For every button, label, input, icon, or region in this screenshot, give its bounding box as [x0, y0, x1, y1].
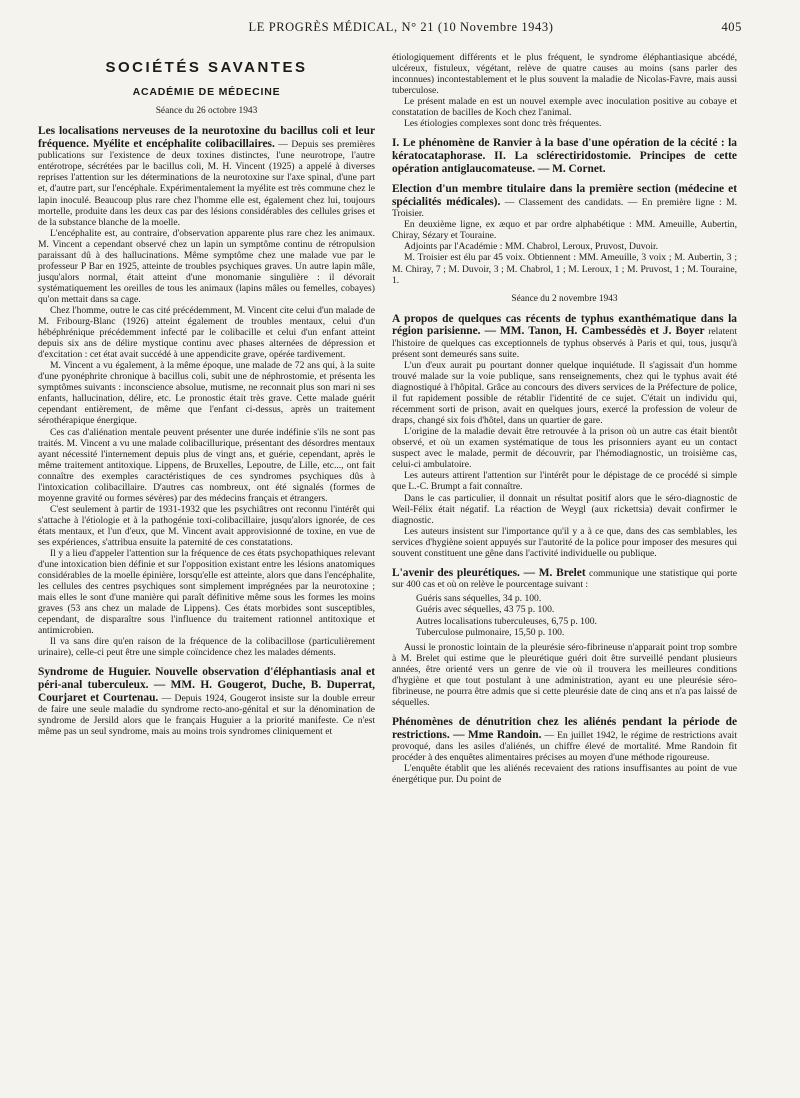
paragraph: Les auteurs attirent l'attention sur l'intérêt pour le dépistage de ce procédé si simple que L.-C. Brumpt a fait connaître.	[392, 470, 737, 493]
article-title: L'avenir des pleurétiques. — M. Brelet	[392, 566, 586, 579]
paragraph: L'origine de la maladie devait être retrouvée à la prison où un autre cas était bientôt observé, et où un examen systématique de tous les prisonniers ayant eu un contact suspect avec le malade, permit de découvrir, par l'hémodiagnostic, un troisième cas, celui-ci ambulatoire.	[392, 426, 737, 471]
article-denutrition	[392, 716, 737, 763]
paragraph: Il y a lieu d'appeler l'attention sur la fréquence de ces états psychopathiques relevant d'une intoxication bien définie et sur l'opposition existant entre les lésions anatomiques considérables de la moelle épinière, lorsqu'elle est atteinte, alors que dans l'encéphalite, les cellules des centres psychiques sont simplement imprégnées par la neurotoxine ; mais elles le sont d'une manière qui paraît définitive même sous les formes les moins graves (53 ans chez un malade de Lippens). Ces états morbides sont susceptibles, cependant, de disparaître sous l'influence du traitement rationnel antitoxique et antimicrobien.	[38, 548, 375, 637]
paragraph: En deuxième ligne, ex æquo et par ordre alphabétique : MM. Ameuille, Aubertin, Chiray, Sézary et Touraine.	[392, 219, 737, 242]
article-intro: — Classement des candidats. — En première ligne : M. Troisier.	[392, 196, 737, 220]
paragraph: Les auteurs insistent sur l'importance qu'il y a à ce que, dans des cas semblables, les services d'hygiène soient appuyés sur l'autorité de la police pour imposer des mesures qui souvent constituent une gêne dans l'activité individuelle ou publique.	[392, 525, 737, 559]
page-header	[60, 20, 742, 38]
page-number: 405	[721, 20, 742, 34]
article-intro: — Depuis 1924, Gougerot insiste sur la double erreur de faire une seule maladie du syndrome recto-ano-génital et sur la dénomination de syndrome de Jersild alors que le français Huguier a la priorité manifeste. Ce n'est même pas un seul syndrome, mais au moins trois syndromes cliniquement et	[38, 692, 375, 738]
article-title: Syndrome de Huguier. Nouvelle observation d'éléphantiasis anal et péri-anal tuberculeux. — MM. H. Gougerot, Duche, B. Duperrat, Courjaret et Courtenau.	[38, 666, 375, 704]
article-huguier	[38, 666, 375, 737]
statistic-item: Guéris avec séquelles, 43 75 p. 100.	[416, 604, 555, 616]
session-date: Séance du 26 octobre 1943	[155, 106, 258, 117]
statistic-item: Autres localisations tuberculeuses, 6,75 p. 100.	[416, 615, 597, 627]
right-column	[392, 52, 737, 785]
statistic-item: Tuberculose pulmonaire, 15,50 p. 100.	[416, 626, 565, 638]
statistic-item: Guéris sans séquelles, 34 p. 100.	[416, 593, 542, 605]
paragraph: Il va sans dire qu'en raison de la fréquence de la colibacillose (particulièrement urinaire), celle-ci peut être une simple coïncidence chez les malades déments.	[38, 636, 375, 659]
article-typhus	[392, 313, 737, 360]
paragraph: Ces cas d'aliénation mentale peuvent présenter une durée indéfinie s'ils ne sont pas traités. M. Vincent a vu une malade colibacillurique, présentant des désordres mentaux ayant nécessité l'internement depuis plus de vingt ans, et guérie, cependant, après le même traitement antitoxique. Lippens, de Bruxelles, Lepoutre, de Lille, etc..., ont fait connaître des exemples caractéristiques de ces syndromes psychiques dûs à l'intoxication colibacillaire. D'autres cas nombreux, ont été signalés (formes de moyenne gravité ou formes sévères) par des médecins français et étrangers.	[38, 426, 375, 504]
article-ranvier	[392, 137, 737, 175]
article-title: Phénomènes de dénutrition chez les aliénés pendant la période de restrictions. — Mme Randoin.	[392, 715, 737, 741]
article-title: Election d'un membre titulaire dans la première section (médecine et spécialités médicales).	[392, 183, 737, 208]
article-pleuretiques	[392, 567, 737, 591]
paragraph: Dans le cas particulier, il donnait un résultat positif alors que le séro-diagnostic de Weil-Félix était négatif. La réaction de Weygl (aux rickettsia) devait confirmer le diagnostic.	[392, 492, 737, 526]
paragraph: C'est seulement à partir de 1931-1932 que les psychiâtres ont reconnu l'intérêt qui s'attache à l'étiologie et à la pathogénie toxi-colibacillaire, jusqu'alors ignorée, de ces états mentaux, et l'un d'eux, que M. Vincent avait approvisionné de toxine, en vue de ses expériences, s'attribua ensuite la paternité de ces constatations.	[38, 503, 375, 548]
paragraph: Le présent malade en est un nouvel exemple avec inoculation positive au cobaye et constatation de bacilles de Koch chez l'animal.	[392, 96, 737, 119]
paragraph: M. Troisier est élu par 45 voix. Obtiennent : MM. Ameuille, 3 voix ; M. Aubertin, 3 ; M. Chiray, 7 ; M. Duvoir, 3 ; M. Chabrol, 1 ; M. Leroux, 1 ; M. Pruvost, 1 ; M. Touraine, 1.	[392, 252, 737, 286]
paragraph: M. Vincent a vu également, à la même époque, une malade de 72 ans qui, à la suite d'une pyonéphrite chronique à bacillus coli, subit une de néphrostomie, et présenta les symptômes suivants : inconscience absolue, mutisme, ne reconnait plus son mari ni ses enfants, hallucination, délire, etc. Le pronostic était très grave. Cette malade guérit cependant entièrement, de même que l'enfant ci-dessus, après un traitement sérothérapique énergique.	[38, 360, 375, 427]
article-title: A propos de quelques cas récents de typhus exanthématique dans la région parisienne. — MM. Tanon, H. Cambessédès et J. Boyer	[392, 312, 737, 338]
article-intro: relatent l'histoire de quelques cas exceptionnels de typhus observés à Paris et qui, tous, jusqu'à présent sont demeurés sans suite.	[392, 326, 737, 360]
paragraph: L'encéphalite est, au contraire, d'observation apparente plus rare chez les animaux. M. Vincent a cependant observé chez un lapin un symptôme continu de rétropulsion paraissant dû à des hallucinations. Même symptôme chez une malade vue par le professeur P Bar en 1925, atteinte de troubles psychiques graves. Un autre lapin mâle, jusqu'alors normal, était atteint d'une monomanie singulière : il dévorait systématiquement les oreilles de tous les animaux (lapins mâles ou femelles, cobayes) qu'on mettait dans sa cage.	[38, 227, 375, 305]
article-intro: communique une statistique qui porte sur 400 cas et où on relève le pourcentage suivant :	[392, 567, 737, 591]
statistics-list	[392, 593, 737, 637]
left-column	[38, 50, 375, 737]
article-neurotoxine	[38, 125, 375, 228]
paragraph: Aussi le pronostic lointain de la pleurésie séro-fibrineuse n'apparait point trop sombre à M. Brelet qui estime que le pleurétique guéri doit être surveillé pendant plusieurs années, être orienté vers un genre de vie où il trouvera les meilleures conditions d'hygiène et que tout postulant à une administration, ayant eu une pleurésie séro-fibrineuse, ne pourra être admis que si cette pleurésie date de cinq ans et n'a pas laissé de séquelles.	[392, 641, 737, 708]
paragraph: L'enquête établit que les aliénés recevaient des rations insuffisantes au point de vue énergétique pur. Du point de	[392, 763, 737, 786]
article-election	[392, 183, 737, 219]
article-intro: — En juillet 1942, le régime de restrictions avait provoqué, dans les asiles d'aliénés, un chiffre élevé de mortalité. Mme Randoin fit procéder à des enquêtes alimentaires précises au moyen d'une méthode rigoureuse.	[392, 729, 737, 764]
paragraph: Adjoints par l'Académie : MM. Chabrol, Leroux, Pruvost, Duvoir.	[404, 241, 659, 253]
paragraph: étiologiquement différents et le plus fréquent, le syndrome éléphantiasique abcédé, ulcéreux, fistuleux, végétant, relève de quatre causes au moins (sans parler des inconnues) incontestablement et le plus souvent la maladie de Nicolas-Favre, mais aussi tuberculose.	[392, 52, 737, 97]
article-title: Les localisations nerveuses de la neurotoxine du bacillus coli et leur fréquence. Myélite et encéphalite colibacillaires.	[38, 125, 375, 150]
section-title: SOCIÉTÉS SAVANTES	[105, 59, 308, 76]
journal-running-title: LE PROGRÈS MÉDICAL, N° 21 (10 Novembre 1943)	[248, 20, 554, 34]
article-intro: — Depuis ses premières publications sur l'existence de deux toxines distinctes, l'une neurotrope, l'autre entérotrope, sécrétées par le bacillus coli, M. H. Vincent (1925) a appelé à diverses reprises l'attention sur les déterminations de la neurotoxine sur l'axe spinal, d'une part et, d'autre part, sur l'encéphale. Expérimentalement la myélite est très commune chez le lapin inoculé. Beaucoup plus rare chez l'homme elle est, également chez lui, toujours mortelle, produite dans les deux cas par des lésions considérables des cellules grises et de la substance blanche de la moelle.	[38, 138, 375, 228]
academy-title: ACADÉMIE DE MÉDECINE	[132, 86, 281, 99]
paragraph: Chez l'homme, outre le cas cité précédemment, M. Vincent cite celui d'un malade de M. Fribourg-Blanc (1926) atteint également de troubles mentaux, celui d'un hébéphrénique précédemment infecté par le colibacille et celui d'un enfant atteint depuis six ans de délire mystique continu avec phases alternées de dépression et d'excitation : cet état avait succédé à une appendicite grave, opérée tardivement.	[38, 304, 375, 361]
paragraph: Les étiologies complexes sont donc très fréquentes.	[404, 118, 602, 130]
session-date: Séance du 2 novembre 1943	[511, 293, 618, 304]
paragraph: L'un d'eux aurait pu pourtant donner quelque inquiétude. Il s'agissait d'un homme trouvé malade sur la voie publique, sans renseignements, chez qui le typhus avait été diagnostiqué à l'hôpital. Grâce au concours des divers services de la Préfecture de police, il fut rapidement possible de rétablir l'identité de ce sujet. C'était un individu qui, récemment sorti de prison, avait en quelques jours, exercé la profession de voleur de draps, changé six fois d'hôtel, dans un quartier de gare.	[392, 359, 737, 427]
article-title: I. Le phénomène de Ranvier à la base d'une opération de la cécité : la kératocataphorase. II. La sclérectiridostomie. Principes de cette opération antiglaucomateuse. — M. Cornet.	[392, 137, 737, 175]
